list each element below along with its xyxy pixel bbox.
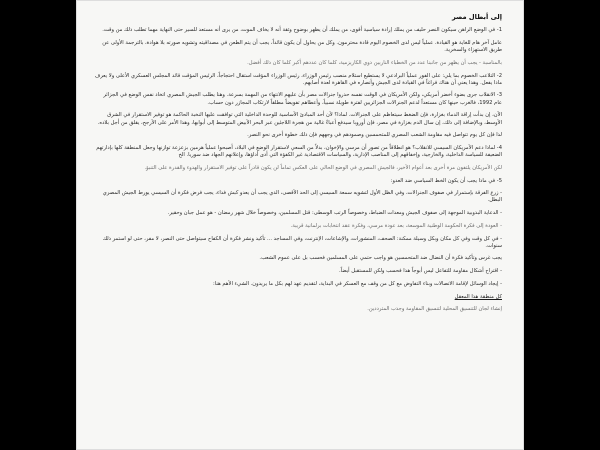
paragraph: 4- لماذا دعم الأمريكان السيسي للانقلاب؟ هو انطلاقاً من تصور أن مرسي والإخوان، بدلاً من السعي لاستقرار الوضع في البلاد، أصبحوا عملياً هرمين بزعزعة توازنها وجعل المنطقة كلها بإدارتهم الضعيفة للسياسة الداخلية، والخارجية، وإخفاقهم إلى المناصب الإدارية، والسياسات الاقتصادية غير الكفؤة التي أدى أداؤها، وإعلانهم الجهاد ضد سوريا. الخ — [96, 144, 502, 159]
paragraph: إنشاء لجان للتنسيق المحلية لتنسيق المقاومة وجذب المترددين. — [367, 306, 502, 313]
paragraph: - إيجاد الوسائل لإقامة الاتصالات وبناء التفاوض مع كل من وقف مع العسكر في البداية، لتقديم عهد لهم بكل ما يريدون. الشيء الأهم هنا: — [213, 280, 502, 287]
paragraph-list — [94, 27, 502, 313]
paragraph: 1- في الوضع الراهن سيكون النصر حليف من يملك إرادة سياسية أقوى، من يملك أن يظهر بوضوح وثقة أنه لا يخاف الموت، من يرى أنه مستعد للسير حتى النهاية مهما تطلب ذلك من وقت. — [102, 27, 502, 34]
paragraph: 2- التلاعب الخصوم بما يلي: على الفور عملياً البرادعي لا يستطيع استلام منصب رئيس الوزراء، رئيس الوزراء المؤقت استقال احتجاجاً، الرئيس المؤقت قائد المجلس العسكري الأعلى ولا يعرف ماذا يفعل. وهذا يعني أن هناك فراغاً في القيادة لدى الجيش وأنصاره في القاهرة لعدة أصابهم. — [94, 72, 502, 86]
paragraph: بالمناسبة - يجب أن يظهر من جانبنا عدد من الخطباء الناريين ذوي الكاريزمية، كلما كان عددهم أكبر كلما كان ذلك أفضل. — [247, 59, 502, 66]
paragraph: - زرع الفرقة بإستمرار في صفوف الجنرالات، وفي الظل الأول لتشويه سمعة السيسي إلى الحد الأقصى، الذي يجب أن يعدو كبش فداء، يجب فرض فكرة أن السيسي يورط الجيش المصري البطل. — [102, 190, 502, 204]
paragraph: - العودة إلى فكرة الحكومة الوطنية الموسعة، بعد عودة مرسي، وفكرة عقد انتخابات برلمانية قريبة. — [290, 222, 502, 229]
document-content — [94, 14, 502, 319]
paragraph: 5- في ماذا يجب أن يكون الخط السياسي ضد العدو: — [390, 177, 502, 184]
paragraph: - اقتراح أشكال مقاومة للتفاعل ليس أبوجاً هذا فحسب ولكن للمستقبل أيضاً. — [339, 268, 502, 275]
paragraph: لكن الأمريكان يلتفون مرة أخرى بعد أعوام الأخير، فالجيش المصري في الوضع الحالي على العكس تماماً لن يكون قادراً على توفير الاستقرار والهدوء والقدرة على التنبؤ. — [144, 164, 502, 171]
highlighted-line: كل منطقة هذا المعقل — [454, 293, 502, 300]
document-page — [76, 0, 524, 450]
paragraph: الآن، إن بدأت إراقة الدماء بغزارة، فإن الضغط سيتعاظم على الجنرالات. لماذا؟ لأن أحد المبادئ الأساسية للوحدة الداخلية التي توافقت عليها النخبة الحاكمة هو توفير الاستقرار في الشرق الأوسط، وبالإضافة إلى ذلك، إن سال الدم بغزارة في مصر، فإن أوروبا سيدفع أعباءً غالية من هجرة اللاجئين عبر البحر الأبيض المتوسط إلى أبوابها، وهذا الأمر على الأرجح، يقلق من أجل بلاده. — [97, 112, 502, 126]
paragraph: لذا فإن كل يوم تتواصل فيه مقاومة الشعب المصري للمتحمسين وصمودهم في وجههم فإن ذلك خطوة أخرى نحو النصر. — [247, 132, 502, 139]
paragraph: - الدعاية البذوبية الموجهة إلى صفوف الجيش ومعدات الضباط، وخصوصاً الرتب الوسطى: قتل المسلمين، وخصوصاً خلال شهر رمضان - هو عمل جبان وحقير. — [167, 210, 502, 217]
paragraph: عامل آخر هام للغاية هو القيادة. عملياً ليس لدى الخصوم اليوم قادة محترمون. وكل من يحاول أن يكون قائداً، يجب أن يتم الطعن في مصداقيته وتشويه صورته بلا هوادة، بالترجمة الأولى عن طريق الاستهزاء والسخرية. — [102, 39, 502, 54]
document-title: إلى أبطال مصر — [451, 13, 502, 21]
paragraph: يجب غرس وتأكيد فكرة أن النضال ضد المتحمسين هو واجب حتمي على المسلمين فحسب بل على عموم الشعب. — [259, 255, 502, 262]
paragraph: 3- الانقلاب جرى بضوء أخضر أمريكي، ولكن الأمريكان في الوقت نفسه حذروا جنرالات مصر بأن عليهم الانتهاء من المهمة بسرعة. وهنا يطلب الجيش المصري اتخاذ نفس الوضع في الجزائر عام 1992، فالغرب حينها كان مستعداً لدعم الجنرالات الجزائريين لفترة طويلة نسبياً، وأعطاهم تفويضاً مطلقاً لارتكاب المجازر دون حساب. — [103, 92, 502, 106]
paragraph: - في كل وقت وفي كل مكان وبكل وسيلة ممكنة: الصحف، المنشورات، والإشاعات، الإنترنت، وفي المساجد ... تأكيد ونشر فكرة أن الكفاح سيتواصل حتى النصر، لا مفر، حتى لو استمر ذلك سنوات. — [102, 235, 502, 249]
